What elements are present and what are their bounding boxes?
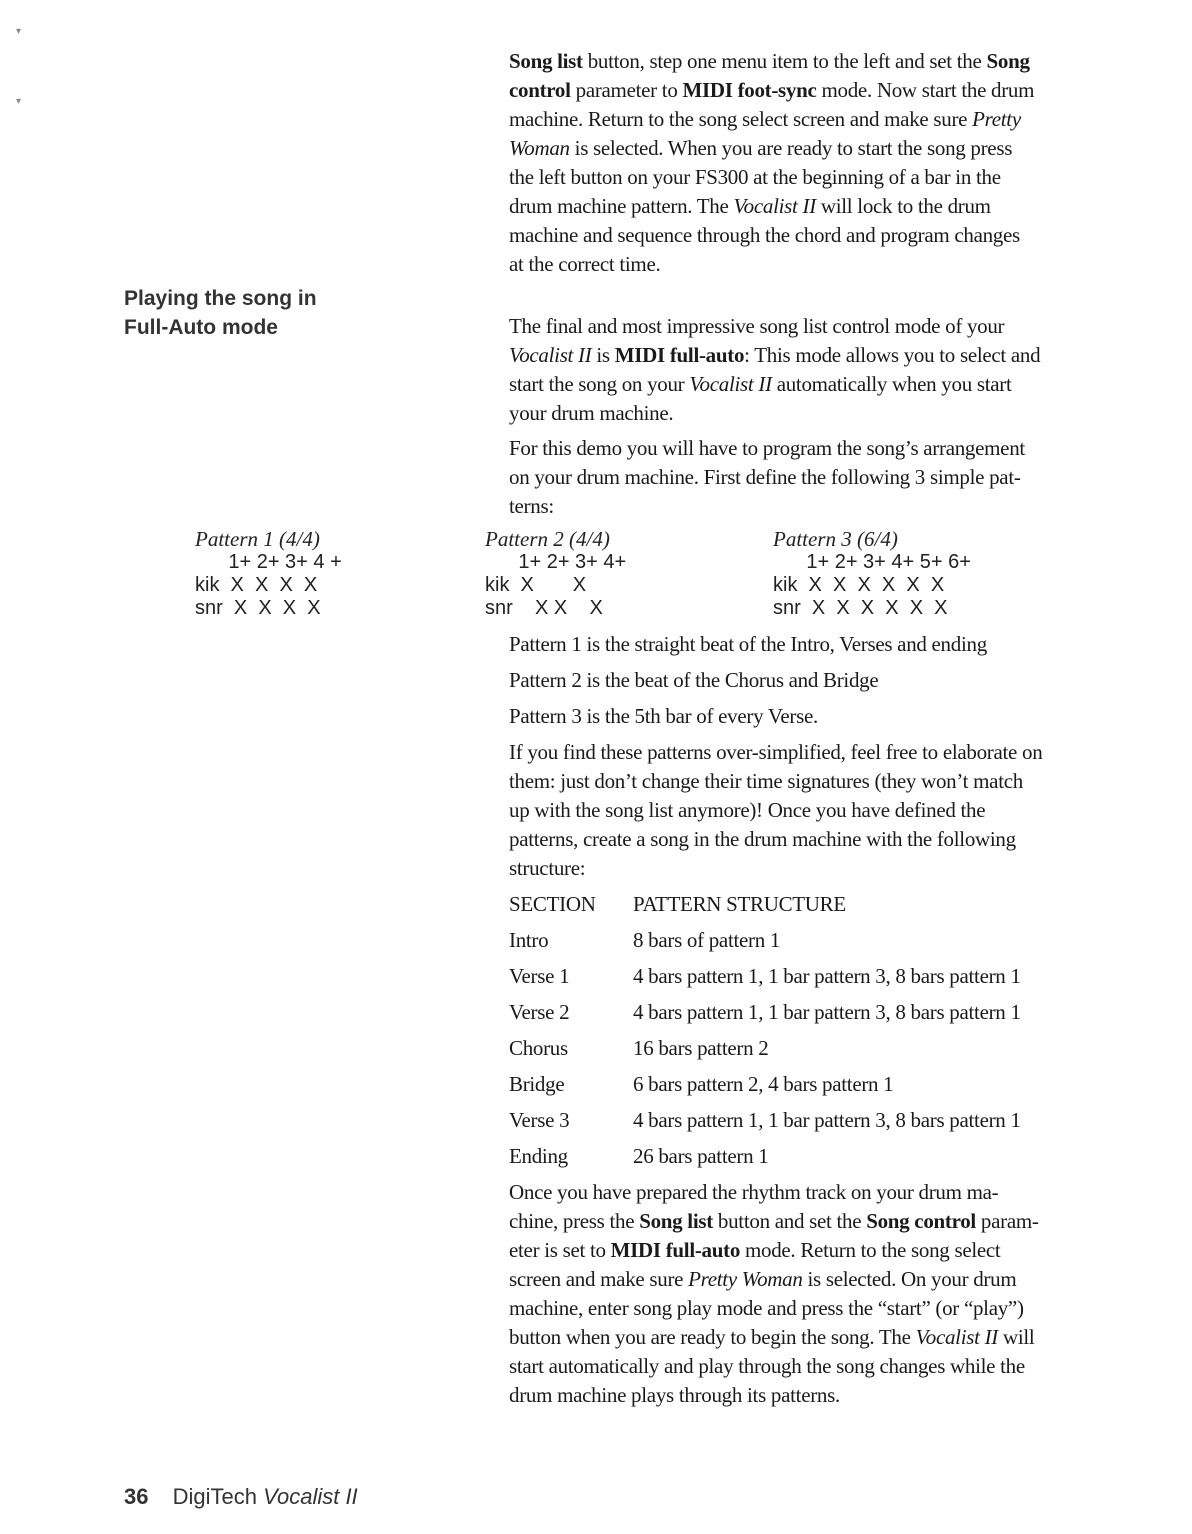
table-row	[509, 994, 1169, 1030]
pattern-notes	[509, 630, 1169, 738]
section-cell: Verse 1	[509, 964, 570, 988]
text-line: start the song on your Vocalist II automatically when you start	[509, 372, 1012, 396]
pattern-structure-cell: 26 bars pattern 1	[633, 1144, 769, 1168]
text-line: screen and make sure Pretty Woman is selected. On your drum	[509, 1267, 1017, 1291]
pattern-beats: 1+ 2+ 3+ 4+ 5+ 6+	[773, 551, 971, 573]
scan-mark: ▾	[16, 26, 22, 37]
section-cell: Bridge	[509, 1072, 565, 1096]
text-line: Song list button, step one menu item to the left and set the Song	[509, 49, 1030, 73]
pattern-snr-row: snr X X X	[485, 597, 603, 619]
pattern-note: Pattern 3 is the 5th bar of every Verse.	[509, 704, 818, 728]
text-line: Once you have prepared the rhythm track on your drum ma-	[509, 1180, 999, 1204]
section-cell: Chorus	[509, 1036, 568, 1060]
text-line: machine, enter song play mode and press the “start” (or “play”)	[509, 1296, 1024, 1320]
text-line: The final and most impressive song list control mode of your	[509, 314, 1005, 338]
text-line: start automatically and play through the song changes while the	[509, 1354, 1025, 1378]
pattern-structure-cell: 16 bars pattern 2	[633, 1036, 769, 1060]
text-line: drum machine plays through its patterns.	[509, 1383, 840, 1407]
pattern-1-block	[195, 528, 342, 620]
pattern-note: Pattern 2 is the beat of the Chorus and Bridge	[509, 668, 879, 692]
demo-paragraph	[509, 434, 1169, 521]
text-line: up with the song list anymore)! Once you have defined the	[509, 798, 986, 822]
intro-paragraph	[509, 47, 1169, 279]
text-line: machine. Return to the song select screen and make sure Pretty	[509, 107, 1021, 131]
table-row	[509, 1102, 1169, 1138]
pattern-structure-cell: 4 bars pattern 1, 1 bar pattern 3, 8 bars pattern 1	[633, 964, 1021, 988]
text-line: your drum machine.	[509, 401, 674, 425]
text-line: terns:	[509, 494, 554, 518]
table-row	[509, 958, 1169, 994]
pattern-2-block	[485, 528, 626, 620]
text-line: chine, press the Song list button and set the Song control param-	[509, 1209, 1039, 1233]
section-heading-line-1: Playing the song in	[124, 287, 317, 310]
section-cell: Ending	[509, 1144, 568, 1168]
text-line: control parameter to MIDI foot-sync mode. Now start the drum	[509, 78, 1035, 102]
elaborate-paragraph	[509, 738, 1169, 883]
pattern-beats: 1+ 2+ 3+ 4+	[485, 551, 627, 573]
section-cell: Verse 2	[509, 1000, 570, 1024]
section-heading	[124, 284, 384, 342]
text-line: drum machine pattern. The Vocalist II will lock to the drum	[509, 194, 991, 218]
text-line: eter is set to MIDI full-auto mode. Return to the song select	[509, 1238, 1001, 1262]
footer-brand: DigiTech	[172, 1484, 257, 1509]
footer-product: Vocalist II	[263, 1484, 358, 1509]
pattern-kik-row: kik X X X X X X	[773, 574, 945, 596]
text-line: structure:	[509, 856, 586, 880]
pattern-title: Pattern 3 (6/4)	[773, 527, 898, 551]
page-footer	[124, 1484, 358, 1510]
pattern-structure-cell: 6 bars pattern 2, 4 bars pattern 1	[633, 1072, 894, 1096]
page-number: 36	[124, 1484, 149, 1509]
structure-table	[509, 886, 1169, 1174]
pattern-structure-cell: 8 bars of pattern 1	[633, 928, 781, 952]
pattern-title: Pattern 2 (4/4)	[485, 527, 610, 551]
table-row	[509, 1066, 1169, 1102]
pattern-snr-row: snr X X X X X X	[773, 597, 948, 619]
section-cell: Intro	[509, 928, 549, 952]
text-line: the left button on your FS300 at the beginning of a bar in the	[509, 165, 1001, 189]
text-line: For this demo you will have to program the song’s arrangement	[509, 436, 1025, 460]
pattern-kik-row: kik X X	[485, 574, 587, 596]
section-cell: SECTION	[509, 892, 596, 916]
pattern-snr-row: snr X X X X	[195, 597, 321, 619]
table-row	[509, 1030, 1169, 1066]
text-line: them: just don’t change their time signatures (they won’t match	[509, 769, 1023, 793]
table-row	[509, 922, 1169, 958]
text-line: Woman is selected. When you are ready to start the song press	[509, 136, 1013, 160]
pattern-structure-cell: 4 bars pattern 1, 1 bar pattern 3, 8 bars pattern 1	[633, 1000, 1021, 1024]
text-line: machine and sequence through the chord and program changes	[509, 223, 1020, 247]
section-heading-line-2: Full-Auto mode	[124, 316, 278, 339]
pattern-note: Pattern 1 is the straight beat of the Intro, Verses and ending	[509, 632, 987, 656]
text-line: patterns, create a song in the drum machine with the following	[509, 827, 1016, 851]
pattern-structure-cell: 4 bars pattern 1, 1 bar pattern 3, 8 bars pattern 1	[633, 1108, 1021, 1132]
pattern-3-block	[773, 528, 971, 620]
section-cell: Verse 3	[509, 1108, 570, 1132]
closing-paragraph	[509, 1178, 1169, 1410]
pattern-structure-cell: PATTERN STRUCTURE	[633, 892, 846, 916]
text-line: Vocalist II is MIDI full-auto: This mode allows you to select and	[509, 343, 1041, 367]
text-line: on your drum machine. First define the following 3 simple pat-	[509, 465, 1021, 489]
scan-mark: ▾	[16, 96, 22, 107]
table-row	[509, 1138, 1169, 1174]
table-header-row	[509, 886, 1169, 922]
pattern-title: Pattern 1 (4/4)	[195, 527, 320, 551]
text-line: button when you are ready to begin the song. The Vocalist II will	[509, 1325, 1035, 1349]
text-line: at the correct time.	[509, 252, 661, 276]
text-line: If you find these patterns over-simplified, feel free to elaborate on	[509, 740, 1043, 764]
pattern-beats: 1+ 2+ 3+ 4 +	[195, 551, 342, 573]
fullauto-paragraph	[509, 312, 1169, 428]
pattern-kik-row: kik X X X X	[195, 574, 318, 596]
